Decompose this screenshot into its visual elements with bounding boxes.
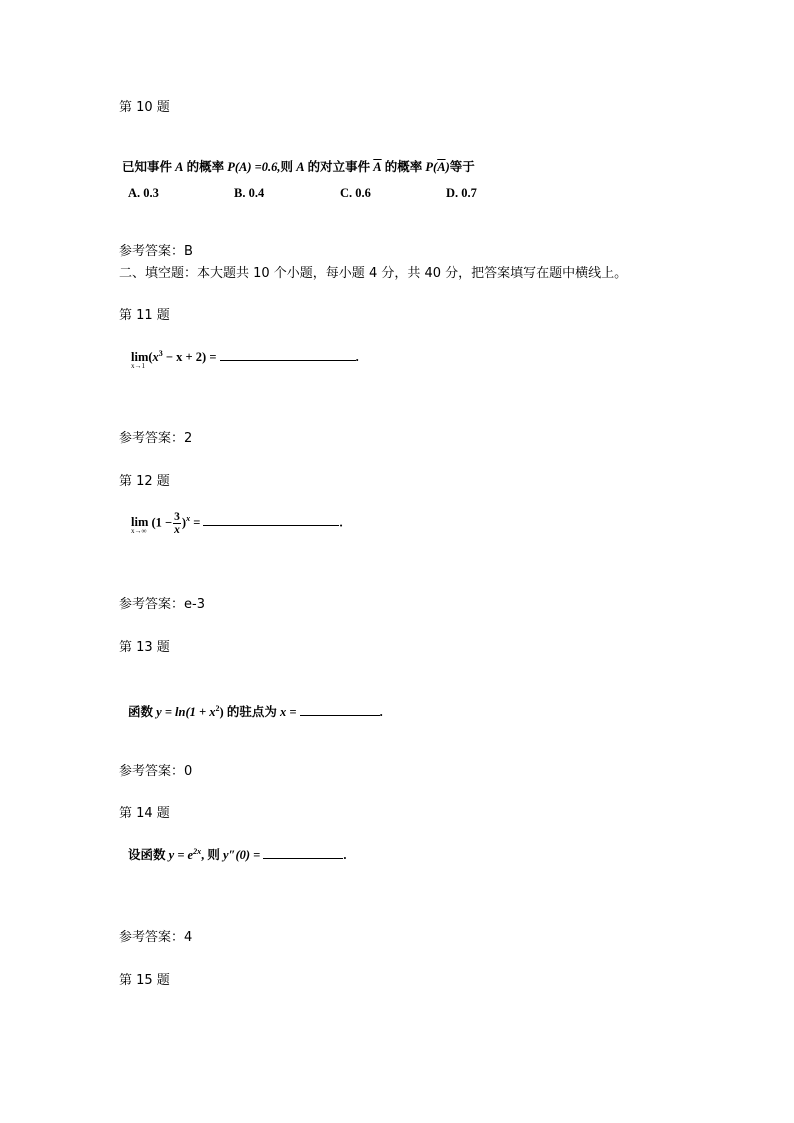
q14-answer-blank xyxy=(263,846,343,859)
q14-answer: 参考答案：4 xyxy=(119,930,193,945)
q12-frac-den: x xyxy=(174,524,180,536)
q10-prob-bar-suffix: ) xyxy=(445,160,450,174)
q12-formula xyxy=(131,511,343,536)
q10-option-a: A. 0.3 xyxy=(128,186,159,200)
q12-lim-text: lim xyxy=(131,515,149,530)
q11-exp: 3 xyxy=(158,349,163,358)
q12-period: . xyxy=(339,515,343,530)
q10-option-d: D. 0.7 xyxy=(446,186,477,200)
q10-event: A xyxy=(175,160,184,174)
q10-option-b: B. 0.4 xyxy=(234,186,265,200)
q14-deriv: y″(0) = xyxy=(223,848,261,863)
q14-func: y = e xyxy=(168,848,194,863)
q11-answer-blank xyxy=(220,348,356,361)
q13-period: . xyxy=(379,705,383,720)
q11-heading: 第 11 题 xyxy=(119,308,170,323)
q10-stem-mid2: 则 xyxy=(280,160,294,174)
q14-heading: 第 14 题 xyxy=(119,806,170,821)
q10-stem xyxy=(122,159,475,175)
q10-event-bar: $\overline{A}$ xyxy=(373,160,382,174)
q12-fraction xyxy=(173,511,181,536)
q14-stem-mid: , 则 xyxy=(201,848,220,863)
q14-period: . xyxy=(343,848,347,863)
q10-option-c: C. 0.6 xyxy=(340,186,371,200)
q11-lim xyxy=(131,349,149,371)
q10-prob-bar-prefix: P( xyxy=(425,160,438,174)
q11-answer: 参考答案：2 xyxy=(119,431,193,446)
q13-heading: 第 13 题 xyxy=(119,640,170,655)
q12-expr-open: (1 − xyxy=(151,515,173,530)
q13-var-eq: x = xyxy=(279,705,297,720)
q14-formula xyxy=(128,844,347,863)
q11-expr-rest: − x + 2) = xyxy=(162,350,217,365)
q13-answer: 参考答案：0 xyxy=(119,764,193,779)
q12-lim-sub: x→∞ xyxy=(131,527,147,536)
q10-answer: 参考答案：B xyxy=(119,244,193,259)
q12-exp: x xyxy=(186,514,191,524)
q12-equals: = xyxy=(190,515,201,530)
q12-answer-blank xyxy=(203,513,339,526)
q10-stem-prefix: 已知事件 xyxy=(122,160,173,174)
q10-prob-bar-event: $\overline{A}$ xyxy=(437,160,446,174)
q14-exp: 2x xyxy=(193,847,202,856)
q15-heading: 第 15 题 xyxy=(119,973,170,988)
q13-stem-mid: 的驻点为 xyxy=(226,705,277,720)
q13-formula xyxy=(128,701,383,720)
q11-formula xyxy=(131,346,359,371)
q12-frac-num: 3 xyxy=(174,511,180,523)
q10-stem-mid1: 的概率 xyxy=(186,160,225,174)
q11-var: x xyxy=(152,350,159,365)
q11-period: . xyxy=(355,350,359,365)
q11-expr-open: ( xyxy=(148,350,153,365)
q12-heading: 第 12 题 xyxy=(119,474,170,489)
q10-heading: 第 10 题 xyxy=(119,100,170,115)
q13-exp: 2 xyxy=(215,704,220,713)
q10-event2: A xyxy=(296,160,305,174)
q14-stem-prefix: 设函数 xyxy=(128,848,166,863)
q13-stem-prefix: 函数 xyxy=(128,705,154,720)
q12-expr-close: ) xyxy=(181,515,187,530)
q10-stem-mid4: 的概率 xyxy=(384,160,423,174)
q11-lim-text: lim xyxy=(131,350,149,365)
q13-answer-blank xyxy=(300,703,380,716)
section2-title: 二、填空题：本大题共 10 个小题，每小题 4 分，共 40 分，把答案填写在题中横线上。 xyxy=(119,266,628,281)
q12-lim xyxy=(131,514,149,536)
q10-stem-mid3: 的对立事件 xyxy=(307,160,371,174)
q10-stem-suffix: 等于 xyxy=(449,160,475,174)
q13-func-close: ) xyxy=(219,705,224,720)
q10-prob-expr: P(A) =0.6, xyxy=(227,160,281,174)
q13-func: y = ln(1 + x xyxy=(156,705,216,720)
q12-answer: 参考答案：e-3 xyxy=(119,597,205,612)
q11-lim-sub: x→1 xyxy=(131,362,145,371)
